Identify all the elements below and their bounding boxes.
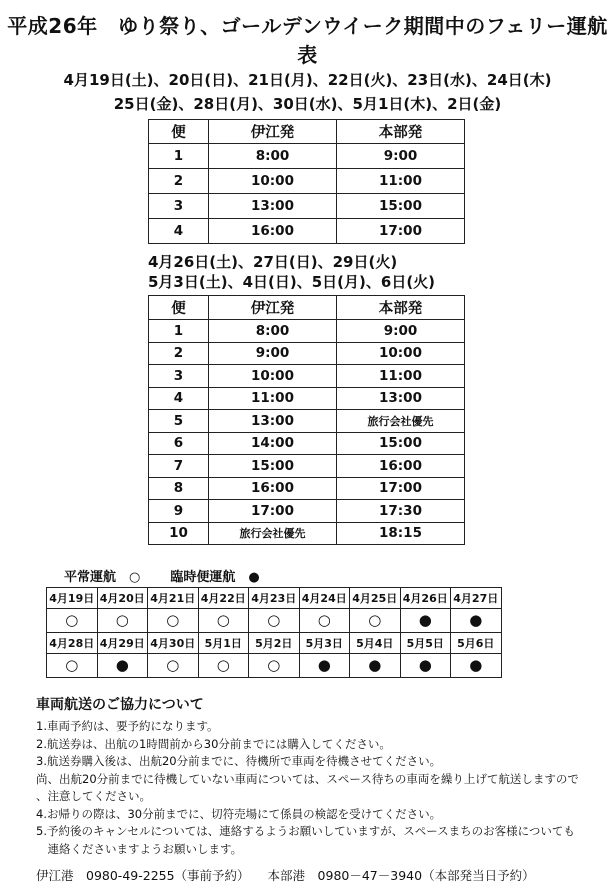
cell-motobu-departure: 17:00 <box>337 219 465 244</box>
cell-ie-departure: 13:00 <box>209 194 337 219</box>
calendar-date: 4月20日 <box>97 588 148 609</box>
calendar-date: 4月21日 <box>148 588 199 609</box>
normal-service-mark: ○ <box>97 609 148 633</box>
operation-calendar <box>46 587 502 678</box>
cell-bin: 5 <box>149 410 209 433</box>
calendar-date: 4月29日 <box>97 633 148 654</box>
cell-bin: 1 <box>149 320 209 343</box>
cell-ie-departure: 16:00 <box>209 477 337 500</box>
table-row <box>149 522 465 545</box>
cell-motobu-departure: 11:00 <box>337 365 465 388</box>
extra-service-mark: ● <box>97 654 148 678</box>
calendar-date: 5月4日 <box>350 633 401 654</box>
cell-motobu-departure: 10:00 <box>337 342 465 365</box>
header-bin: 便 <box>149 120 209 144</box>
extra-service-mark: ● <box>451 654 502 678</box>
cell-ie-departure: 11:00 <box>209 387 337 410</box>
note-line: 4.お帰りの際は、30分前までに、切符売場にて係員の検認を受けてください。 <box>36 806 442 821</box>
extra-service-mark: ● <box>400 654 451 678</box>
note-line: 尚、出航20分前までに待機していない車両については、スペース待ちの車両を繰り上げて航送しますので <box>36 771 579 786</box>
cell-ie-departure: 8:00 <box>209 320 337 343</box>
cell-ie-departure: 8:00 <box>209 144 337 169</box>
calendar-date: 5月5日 <box>400 633 451 654</box>
schedule1-dates-line2: 25日(金)、28日(月)、30日(水)、5月1日(木)、2日(金) <box>113 95 502 113</box>
notes-list <box>36 718 596 858</box>
normal-service-mark: ○ <box>198 609 249 633</box>
table-row <box>149 219 465 244</box>
cell-bin: 3 <box>149 194 209 219</box>
contact-motobu-port: 本部港 0980－47－3940（本部発当日予約） <box>267 868 535 883</box>
calendar-date: 4月24日 <box>299 588 350 609</box>
note-line: 連絡くださいますようお願いします。 <box>36 841 243 856</box>
cell-ie-departure: 9:00 <box>209 342 337 365</box>
normal-service-mark: ○ <box>198 654 249 678</box>
extra-service-mark: ● <box>451 609 502 633</box>
table-row <box>149 387 465 410</box>
calendar-date-row <box>47 633 502 654</box>
header-ie-departure: 伊江発 <box>209 120 337 144</box>
schedule2-table <box>148 295 465 545</box>
legend <box>64 566 260 585</box>
cell-motobu-departure: 15:00 <box>337 432 465 455</box>
cell-bin: 7 <box>149 455 209 478</box>
calendar-date: 5月2日 <box>249 633 300 654</box>
header-motobu-departure: 本部発 <box>337 120 465 144</box>
cell-motobu-departure: 9:00 <box>337 144 465 169</box>
calendar-mark-row <box>47 609 502 633</box>
page-title: 平成26年 ゆり祭り、ゴールデンウイーク期間中のフェリー運航表 <box>7 14 608 67</box>
normal-service-mark: ○ <box>249 654 300 678</box>
calendar-date-row <box>47 588 502 609</box>
cell-ie-departure: 14:00 <box>209 432 337 455</box>
calendar-date: 4月19日 <box>47 588 98 609</box>
contact-ie-port: 伊江港 0980-49-2255（事前予約） <box>36 868 250 883</box>
calendar-date: 4月25日 <box>350 588 401 609</box>
note-line: 5.予約後のキャンセルについては、連絡するようお願いしていますが、スペースまちのお客様についても <box>36 824 575 838</box>
cell-ie-departure: 13:00 <box>209 410 337 433</box>
normal-service-mark: ○ <box>299 609 350 633</box>
note-line: 2.航送券は、出航の1時間前から30分前までには購入してください。 <box>36 736 391 751</box>
cell-motobu-departure: 15:00 <box>337 194 465 219</box>
cell-motobu-departure: 旅行会社優先 <box>337 410 465 433</box>
notes-title: 車両航送のご協力について <box>36 697 204 713</box>
cell-motobu-departure: 17:00 <box>337 477 465 500</box>
table-row <box>149 432 465 455</box>
schedule1-dates-line1: 4月19日(土)、20日(日)、21日(月)、22日(火)、23日(水)、24日(木) <box>63 71 552 89</box>
normal-service-mark: ○ <box>47 654 98 678</box>
cell-motobu-departure: 9:00 <box>337 320 465 343</box>
calendar-date: 5月3日 <box>299 633 350 654</box>
table-row <box>149 410 465 433</box>
normal-service-mark: ○ <box>47 609 98 633</box>
cell-bin: 1 <box>149 144 209 169</box>
cell-bin: 8 <box>149 477 209 500</box>
extra-service-mark: ● <box>350 654 401 678</box>
header-motobu-departure: 本部発 <box>337 296 465 320</box>
cell-ie-departure: 10:00 <box>209 169 337 194</box>
table-row <box>149 455 465 478</box>
schedule2-dates-line1: 4月26日(土)、27日(日)、29日(火) <box>148 253 398 271</box>
note-line: 、注意してください。 <box>36 789 151 803</box>
header-bin: 便 <box>149 296 209 320</box>
calendar-date: 5月6日 <box>451 633 502 654</box>
cell-ie-departure: 旅行会社優先 <box>209 522 337 545</box>
table-row <box>149 342 465 365</box>
cell-bin: 10 <box>149 522 209 545</box>
legend-normal: 平常運航 ○ <box>64 570 141 585</box>
table-row <box>149 144 465 169</box>
table-row <box>149 194 465 219</box>
normal-service-mark: ○ <box>350 609 401 633</box>
note-line: 3.航送券購入後は、出航20分前までに、待機所で車両を待機させてください。 <box>36 754 442 768</box>
calendar-mark-row <box>47 654 502 678</box>
cell-motobu-departure: 13:00 <box>337 387 465 410</box>
extra-service-mark: ● <box>400 609 451 633</box>
cell-bin: 4 <box>149 387 209 410</box>
note-line: 1.車両予約は、要予約になります。 <box>36 719 219 733</box>
cell-ie-departure: 15:00 <box>209 455 337 478</box>
contact-line <box>36 866 549 884</box>
table-row <box>149 320 465 343</box>
calendar-date: 4月26日 <box>400 588 451 609</box>
cell-ie-departure: 10:00 <box>209 365 337 388</box>
cell-motobu-departure: 16:00 <box>337 455 465 478</box>
cell-bin: 9 <box>149 500 209 523</box>
cell-bin: 3 <box>149 365 209 388</box>
extra-service-mark: ● <box>299 654 350 678</box>
table-row <box>149 365 465 388</box>
cell-ie-departure: 16:00 <box>209 219 337 244</box>
normal-service-mark: ○ <box>249 609 300 633</box>
calendar-date: 4月30日 <box>148 633 199 654</box>
normal-service-mark: ○ <box>148 609 199 633</box>
cell-motobu-departure: 17:30 <box>337 500 465 523</box>
cell-bin: 6 <box>149 432 209 455</box>
header-ie-departure: 伊江発 <box>209 296 337 320</box>
normal-service-mark: ○ <box>148 654 199 678</box>
cell-ie-departure: 17:00 <box>209 500 337 523</box>
table-row <box>149 500 465 523</box>
schedule2-dates-line2: 5月3日(土)、4日(日)、5日(月)、6日(火) <box>148 273 436 291</box>
table-row <box>149 169 465 194</box>
calendar-date: 4月28日 <box>47 633 98 654</box>
cell-bin: 4 <box>149 219 209 244</box>
calendar-date: 4月23日 <box>249 588 300 609</box>
cell-motobu-departure: 11:00 <box>337 169 465 194</box>
cell-bin: 2 <box>149 342 209 365</box>
table-row <box>149 477 465 500</box>
schedule1-table <box>148 119 465 244</box>
legend-extra: 臨時便運航 ● <box>170 570 260 585</box>
cell-bin: 2 <box>149 169 209 194</box>
calendar-date: 5月1日 <box>198 633 249 654</box>
calendar-date: 4月22日 <box>198 588 249 609</box>
calendar-date: 4月27日 <box>451 588 502 609</box>
cell-motobu-departure: 18:15 <box>337 522 465 545</box>
